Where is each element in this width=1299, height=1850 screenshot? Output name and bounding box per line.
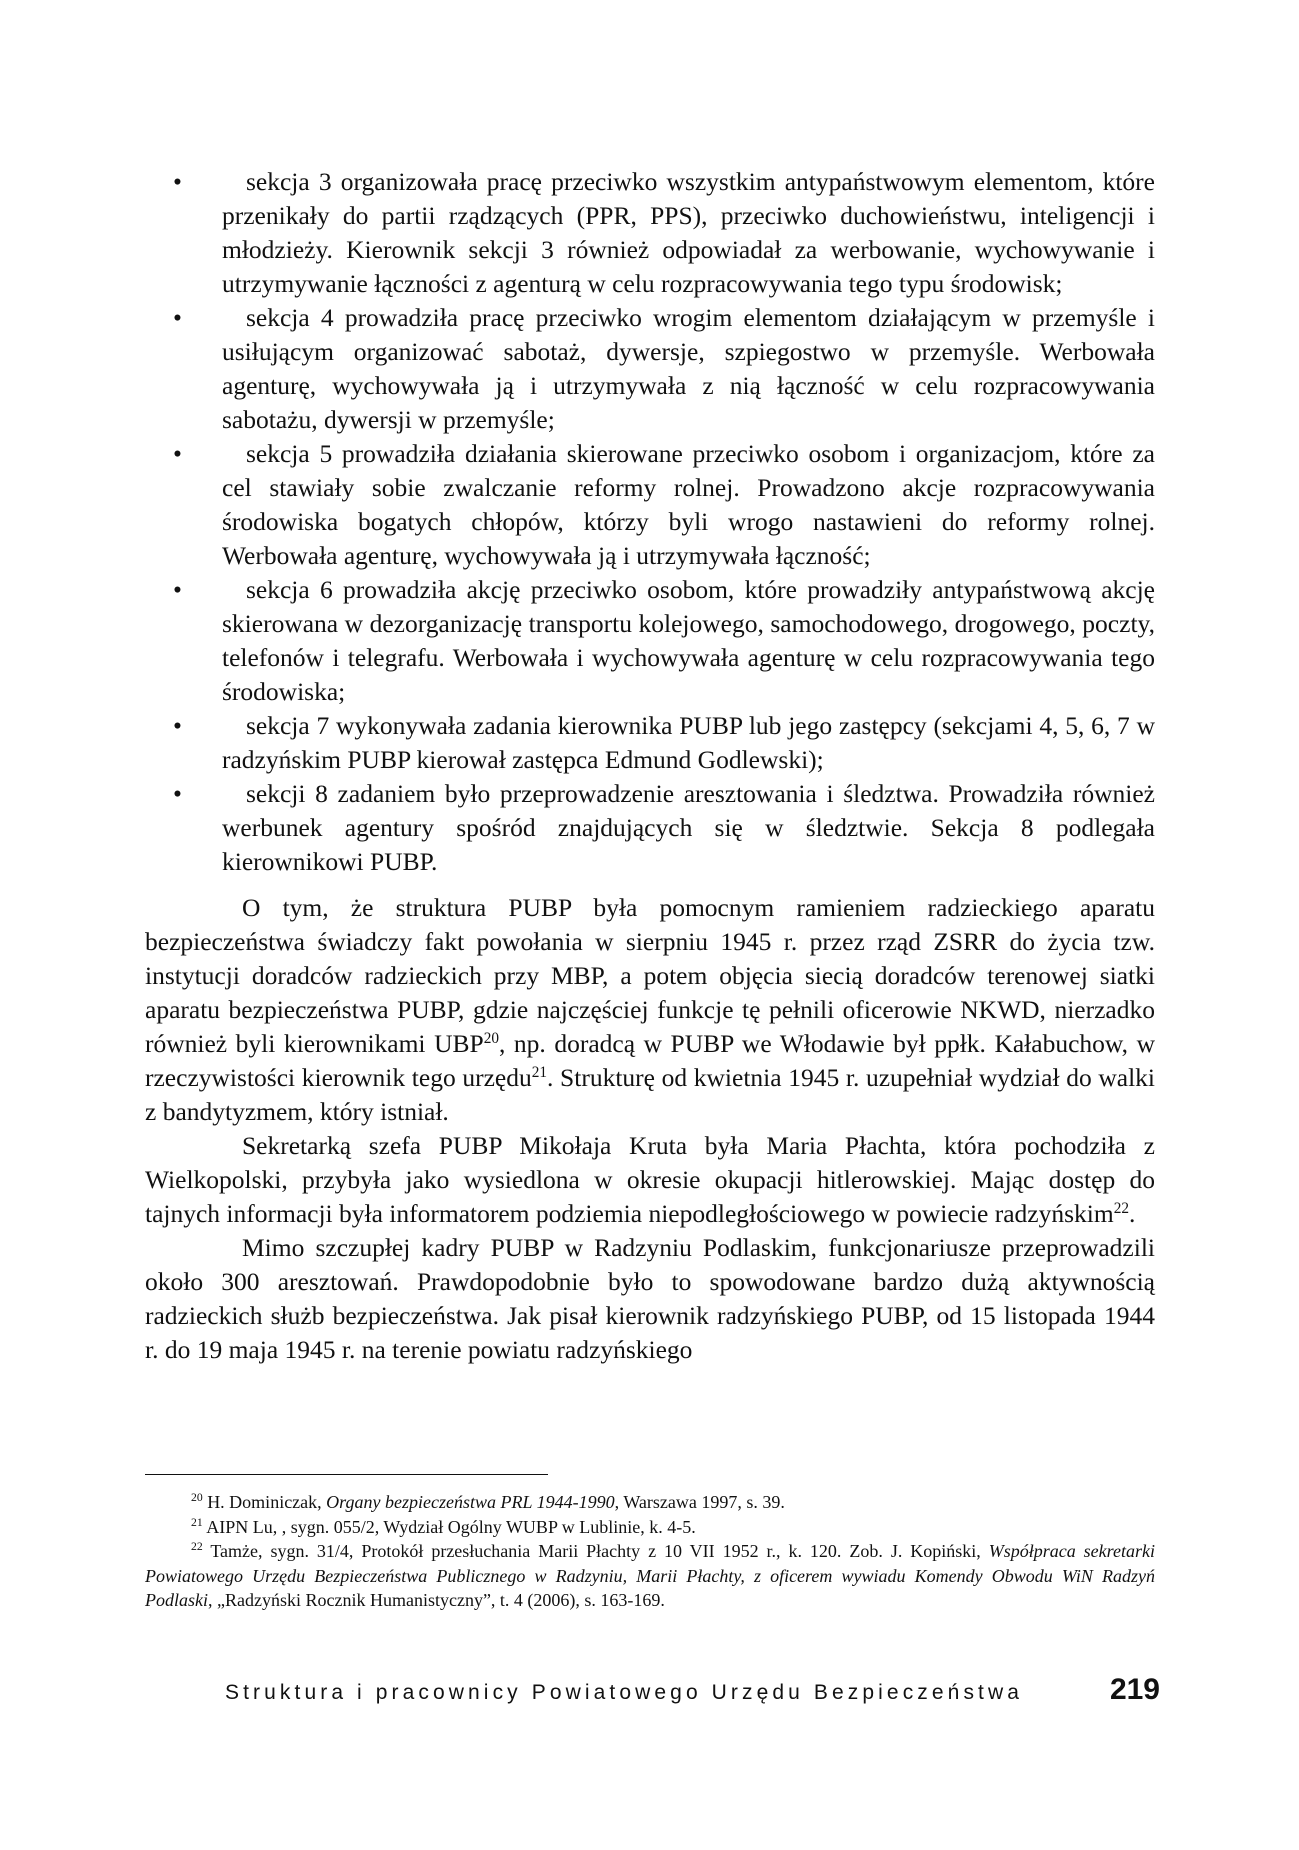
bullet-icon: • xyxy=(173,439,182,468)
footnote-ref[interactable]: 20 xyxy=(483,1029,499,1047)
paragraph-soviet-advisors xyxy=(145,891,1155,1129)
list-item xyxy=(145,437,1155,573)
paragraph-text: Mimo szczupłej kadry PUBP w Radzyniu Podlaskim, funkcjonariusze przeprowadzili około 300 aresztowań. Prawdopodobnie było to spowodowane bardzo dużą aktywnością radzieckich służb bezpieczeństwa. Jak pisał kierownik radzyńskiego PUBP, od 15 listopada 1944 r. do 19 maja 1945 r. na terenie powiatu radzyńskiego xyxy=(145,1233,1155,1364)
bullet-icon: • xyxy=(173,167,182,196)
bullet-icon: • xyxy=(173,303,182,332)
main-text xyxy=(145,165,1155,1367)
footnote-divider xyxy=(145,1474,548,1475)
footnote-number: 20 xyxy=(191,1490,203,1504)
bullet-icon: • xyxy=(173,575,182,604)
footnote-ref[interactable]: 22 xyxy=(1113,1199,1129,1217)
footnote-number: 21 xyxy=(191,1515,203,1529)
footnote-text: , „Radzyński Rocznik Humanistyczny”, t. 4 (2006), s. 163-169. xyxy=(208,1590,665,1610)
list-item-text: sekcja 4 prowadziła pracę przeciwko wrogim elementom działającym w przemyśle i usiłującym organizować sabotaż, dywersje, szpiegostwo w przemyśle. Werbowała agenturę, wychowywała ją i utrzymywała z nią łączność w celu rozpracowywania sabotażu, dywersji w przemyśle; xyxy=(222,303,1155,434)
list-item xyxy=(145,709,1155,777)
page-number: 219 xyxy=(1109,1673,1160,1706)
footnotes xyxy=(145,1490,1155,1613)
bullet-icon: • xyxy=(173,711,182,740)
footnote-title: Organy bezpieczeństwa PRL 1944-1990 xyxy=(326,1492,615,1512)
footnote-text: AIPN Lu, , sygn. 055/2, Wydział Ogólny WUBP w Lublinie, k. 4-5. xyxy=(206,1516,696,1537)
footnote-number: 22 xyxy=(191,1539,203,1553)
section-list xyxy=(145,165,1155,879)
footnote xyxy=(145,1515,1155,1540)
list-item-text: sekcja 3 organizowała pracę przeciwko wszystkim antypaństwowym elementom, które przenikały do partii rządzących (PPR, PPS), przeciwko duchowieństwu, inteligencji i młodzieży. Kierownik sekcji 3 również odpowiadał za werbowanie, wychowywanie i utrzymywanie łączności z agenturą w celu rozpracowywania tego typu środowisk; xyxy=(222,167,1155,298)
footnote xyxy=(145,1490,1155,1515)
list-item xyxy=(145,573,1155,709)
paragraph-text: . xyxy=(1129,1199,1136,1228)
footnote-text: Tamże, sygn. 31/4, Protokół przesłuchania Marii Płachty z 10 VII 1952 r., k. 120. Zob. J. Kopiński, xyxy=(210,1541,989,1561)
paragraph-text: O tym, że struktura PUBP była pomocnym ramieniem radzieckiego aparatu bezpieczeństwa świadczy fakt powołania w sierpniu 1945 r. przez rząd ZSRR do życia tzw. instytucji doradców radzieckich przy MBP, a potem objęcia siecią doradców terenowej siatki aparatu bezpieczeństwa PUBP, gdzie najczęściej funkcje tę pełnili oficerowie NKWD, nierzadko również byli kierownikami UBP xyxy=(145,893,1155,1058)
paragraph-arrests xyxy=(145,1231,1155,1367)
paragraph-text: . Strukturę od kwietnia 1945 r. uzupełniał wydział do walki z bandytyzmem, który istniał. xyxy=(145,1063,1155,1126)
paragraph-secretary xyxy=(145,1129,1155,1231)
list-item-text: sekcji 8 zadaniem było przeprowadzenie aresztowania i śledztwa. Prowadziła również werbunek agentury spośród znajdujących się w śledztwie. Sekcja 8 podlegała kierownikowi PUBP. xyxy=(222,779,1155,876)
list-item xyxy=(145,777,1155,879)
footnote xyxy=(145,1539,1155,1613)
list-item-text: sekcja 7 wykonywała zadania kierownika PUBP lub jego zastępcy (sekcjami 4, 5, 6, 7 w radzyńskim PUBP kierował zastępca Edmund Godlewski); xyxy=(222,711,1155,774)
footnote-text: H. Dominiczak, xyxy=(207,1492,327,1512)
footnote-text: , Warszawa 1997, s. 39. xyxy=(614,1492,785,1512)
footnote-title: Współpraca sekretarki Powiatowego Urzędu Bezpieczeństwa Publicznego w Radzyniu, Marii Płachty, z oficerem wywiadu Komendy Obwodu WiN Radzyń Podlaski xyxy=(145,1541,1155,1610)
running-footer xyxy=(225,1673,1160,1707)
list-item xyxy=(145,165,1155,301)
running-title: Struktura i pracownicy Powiatowego Urzędu Bezpieczeństwa xyxy=(225,1681,1024,1704)
paragraph-text: , np. doradcą w PUBP we Włodawie był ppłk. Kałabuchow, w rzeczywistości kierownik tego urzędu xyxy=(145,1029,1156,1092)
list-item-text: sekcja 5 prowadziła działania skierowane przeciwko osobom i organizacjom, które za cel stawiały sobie zwalczanie reformy rolnej. Prowadzono akcje rozpracowywania środowiska bogatych chłopów, którzy byli wrogo nastawieni do reformy rolnej. Werbowała agenturę, wychowywała ją i utrzymywała łączność; xyxy=(222,439,1155,570)
paragraph-text: Sekretarką szefa PUBP Mikołaja Kruta była Maria Płachta, która pochodziła z Wielkopolski, przybyła jako wysiedlona w okresie okupacji hitlerowskiej. Mając dostęp do tajnych informacji była informatorem podziemia niepodległościowego w powiecie radzyńskim xyxy=(145,1131,1155,1228)
footnote-ref[interactable]: 21 xyxy=(531,1063,548,1081)
list-item-text: sekcja 6 prowadziła akcję przeciwko osobom, które prowadziły antypaństwową akcję skierowana w dezorganizację transportu kolejowego, samochodowego, drogowego, poczty, telefonów i telegrafu. Werbowała i wychowywała agenturę w celu rozpracowywania tego środowiska; xyxy=(222,575,1155,706)
bullet-icon: • xyxy=(173,779,182,808)
list-item xyxy=(145,301,1155,437)
